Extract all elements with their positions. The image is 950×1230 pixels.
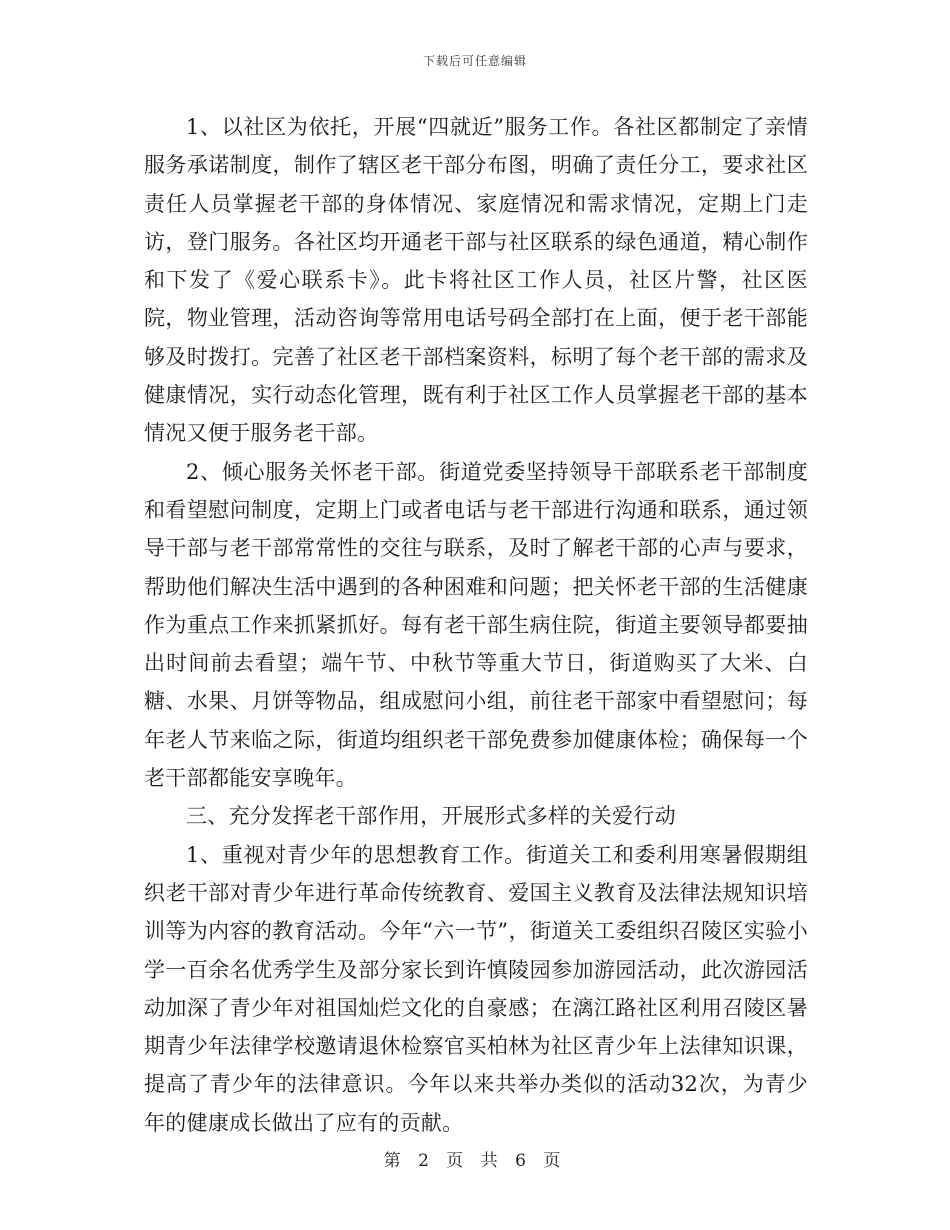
page-header: 下载后可任意编辑 bbox=[422, 54, 527, 68]
paragraph-youth-education: 1、重视对青少年的思想教育工作。街道关工和委利用寒暑假期组织老干部对青少年进行革命传统教育、爱国主义教育及法律法规知识培训等为内容的教育活动。今年“六一节”，街道关工委组织召陵区实验小学一百余名优秀学生及部分家长到许慎陵园参加游园活动，此次游园活动加深了青少年对祖国灿烂文化的自豪感；在漓江路社区利用召陵区暑期青少年法律学校邀请退休检察官买柏林为社区青少年上法律知识课，提高了青少年的法律意识。今年以来共举办类似的活动32次，为青少年的健康成长做出了应有的贡献。 bbox=[144, 842, 808, 1135]
page-footer: 第 2 页 共 6 页 bbox=[383, 1151, 567, 1171]
paragraph-community-service: 1、以社区为依托，开展“四就近”服务工作。各社区都制定了亲情服务承诺制度，制作了辖区老干部分布图，明确了责任分工，要求社区责任人员掌握老干部的身体情况、家庭情况和需求情况，定期上门走访，登门服务。各社区均开通老干部与社区联系的绿色通道，精心制作和下发了《爱心联系卡》。此卡将社区工作人员，社区片警，社区医院，物业管理，活动咨询等常用电话号码全部打在上面，便于老干部能够及时拨打。完善了社区老干部档案资料，标明了每个老干部的需求及健康情况，实行动态化管理，既有利于社区工作人员掌握老干部的基本情况又便于服务老干部。 bbox=[144, 115, 808, 446]
section-heading-three: 三、充分发挥老干部作用，开展形式多样的关爱行动 bbox=[186, 804, 676, 829]
document-body bbox=[144, 108, 808, 1142]
paragraph-care-for-cadres: 2、倾心服务关怀老干部。街道党委坚持领导干部联系老干部制度和看望慰问制度，定期上门或者电话与老干部进行沟通和联系，通过领导干部与老干部常常性的交往与联系，及时了解老干部的心声与要求，帮助他们解决生活中遇到的各种困难和问题；把关怀老干部的生活健康作为重点工作来抓紧抓好。每有老干部生病住院，街道主要领导都要抽出时间前去看望；端午节、中秋节等重大节日，街道购买了大米、白糖、水果、月饼等物品，组成慰问小组，前往老干部家中看望慰问；每年老人节来临之际，街道均组织老干部免费参加健康体检；确保每一个老干部都能安享晚年。 bbox=[144, 459, 808, 791]
